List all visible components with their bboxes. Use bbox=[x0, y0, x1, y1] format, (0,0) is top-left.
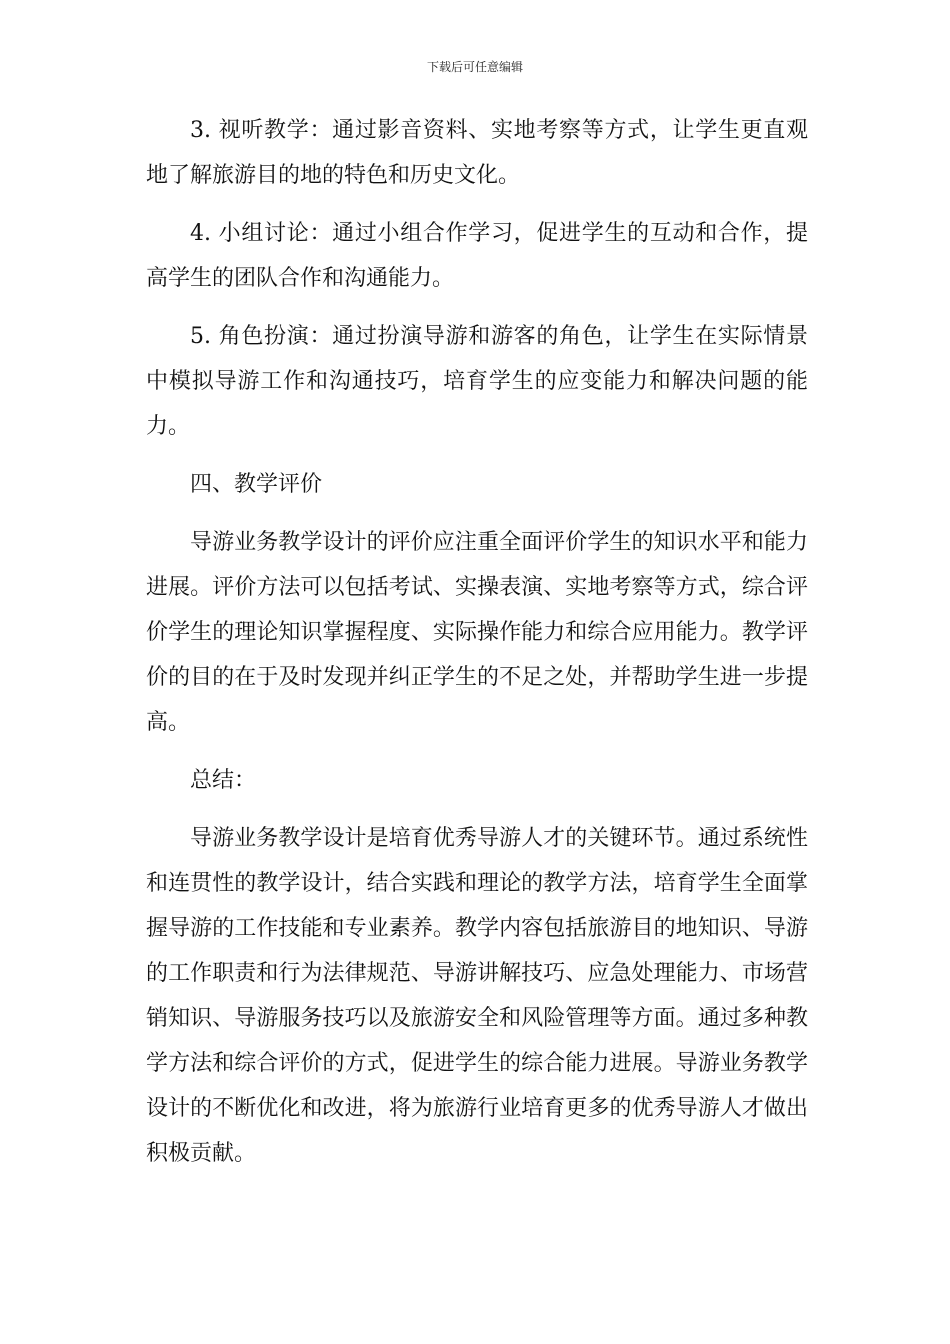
section-heading-summary: 总结： bbox=[190, 768, 257, 793]
page-header-note: 下载后可任意编辑 bbox=[426, 60, 523, 74]
paragraph-evaluation: 导游业务教学设计的评价应注重全面评价学生的知识水平和能力进展。评价方法可以包括考试、实操表演、实地考察等方式，综合评价学生的理论知识掌握程度、实际操作能力和综合应用能力。教学评价的目的在于及时发现并纠正学生的不足之处，并帮助学生进一步提高。 bbox=[146, 530, 808, 735]
paragraph-group-discussion: 4. 小组讨论：通过小组合作学习，促进学生的互动和合作，提高学生的团队合作和沟通能力。 bbox=[146, 221, 808, 291]
paragraph-summary: 导游业务教学设计是培育优秀导游人才的关键环节。通过系统性和连贯性的教学设计，结合实践和理论的教学方法，培育学生全面掌握导游的工作技能和专业素养。教学内容包括旅游目的地知识、导游的工作职责和行为法律规范、导游讲解技巧、应急处理能力、市场营销知识、导游服务技巧以及旅游安全和风险管理等方面。通过多种教学方法和综合评价的方式，促进学生的综合能力进展。导游业务教学设计的不断优化和改进，将为旅游行业培育更多的优秀导游人才做出积极贡献。 bbox=[146, 826, 808, 1166]
document-body bbox=[146, 108, 808, 1189]
paragraph-audiovisual-teaching: 3. 视听教学：通过影音资料、实地考察等方式，让学生更直观地了解旅游目的地的特色和历史文化。 bbox=[146, 118, 808, 188]
section-heading-teaching-evaluation: 四、教学评价 bbox=[190, 472, 323, 497]
paragraph-role-play: 5. 角色扮演：通过扮演导游和游客的角色，让学生在实际情景中模拟导游工作和沟通技巧，培育学生的应变能力和解决问题的能力。 bbox=[146, 324, 808, 439]
